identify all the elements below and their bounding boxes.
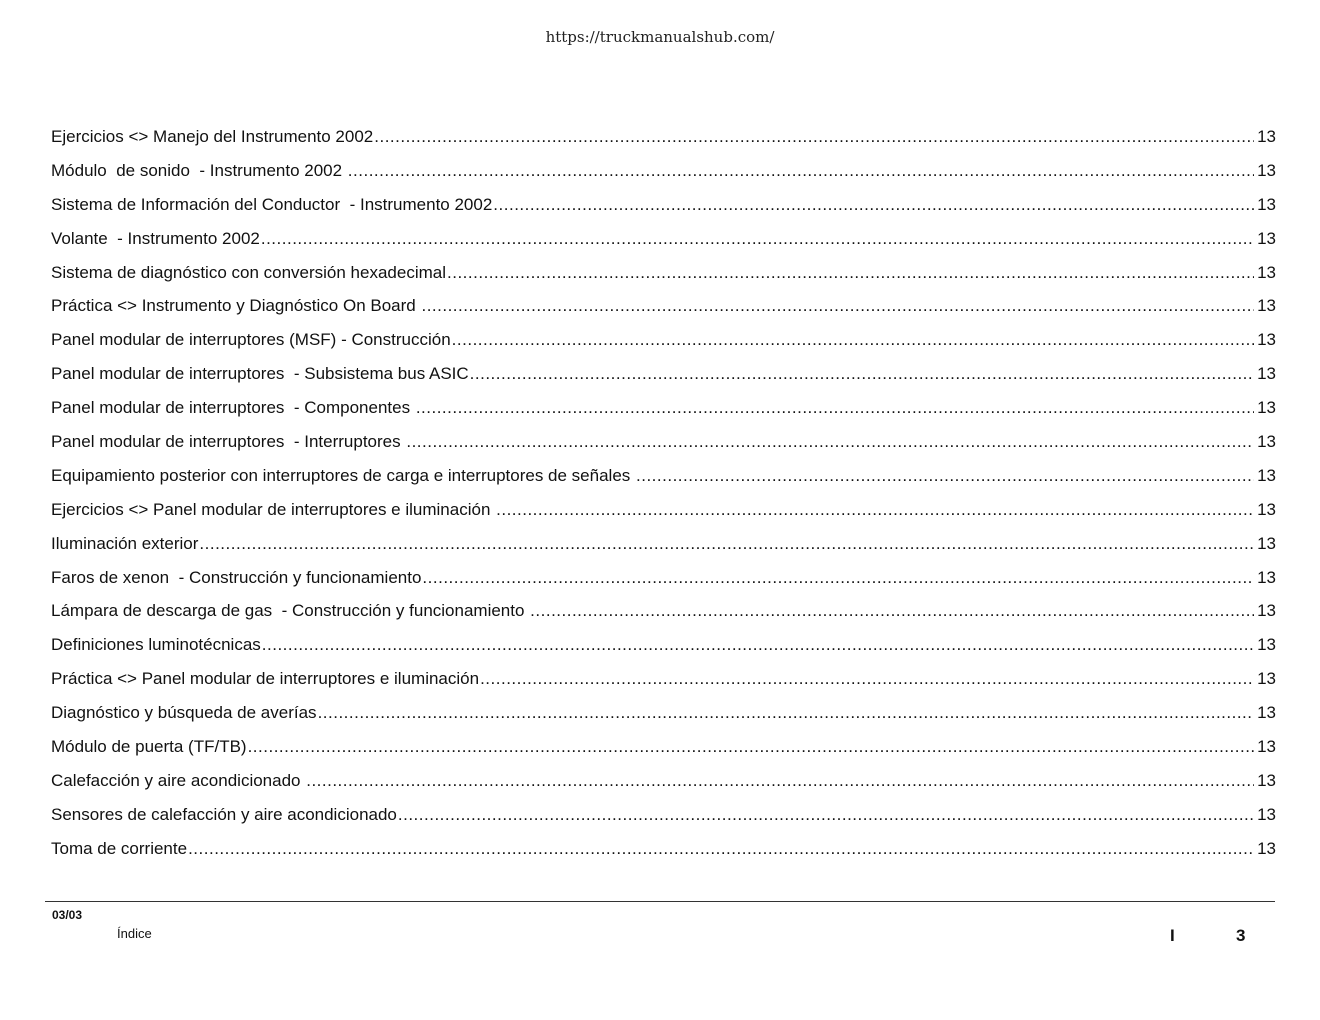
toc-entry-title: Práctica <> Panel modular de interruptores e iluminación: [51, 669, 480, 689]
toc-entry[interactable]: [51, 432, 1276, 466]
footer-section-title: Índice: [117, 926, 152, 941]
toc-leader-dots: [248, 737, 1254, 757]
footer-divider: [45, 901, 1275, 902]
toc-entry[interactable]: [51, 669, 1276, 703]
toc-leader-dots: [318, 703, 1254, 723]
toc-leader-dots: [398, 805, 1254, 825]
toc-entry[interactable]: [51, 364, 1276, 398]
toc-leader-dots: [416, 398, 1254, 418]
toc-entry[interactable]: [51, 568, 1276, 602]
toc-entry-page: 13: [1257, 127, 1276, 146]
toc-entry-page: 13: [1257, 262, 1276, 282]
toc-leader-dots: [493, 195, 1254, 215]
toc-entry-title: Panel modular de interruptores - Componentes: [51, 398, 415, 418]
toc-entry-title: Sistema de diagnóstico con conversión hexadecimal: [51, 262, 447, 282]
toc-leader-dots: [530, 601, 1254, 621]
toc-entry-page: 13: [1257, 228, 1276, 248]
toc-entry-title: Módulo de sonido - Instrumento 2002: [51, 160, 347, 180]
header-url: https://truckmanualshub.com/: [545, 28, 775, 46]
toc-entry-page: 13: [1257, 635, 1276, 655]
toc-leader-dots: [261, 229, 1254, 249]
toc-leader-dots: [447, 263, 1254, 283]
toc-entry-page: 13: [1257, 737, 1276, 757]
toc-entry[interactable]: [51, 534, 1276, 568]
toc-entry[interactable]: [51, 161, 1276, 195]
toc-leader-dots: [421, 296, 1254, 316]
toc-leader-dots: [496, 500, 1254, 520]
footer-chapter-number: I: [1170, 926, 1175, 945]
toc-entry[interactable]: [51, 263, 1276, 297]
toc-entry[interactable]: [51, 805, 1276, 839]
toc-entry[interactable]: [51, 296, 1276, 330]
toc-entry-page: 13: [1257, 533, 1276, 553]
toc-entry-title: Diagnóstico y búsqueda de averías: [51, 703, 317, 723]
toc-entry-page: 13: [1257, 398, 1276, 418]
footer-page-number: 3: [1236, 926, 1246, 945]
toc-entry[interactable]: [51, 466, 1276, 500]
toc-entry-title: Equipamiento posterior con interruptores de carga e interruptores de señales: [51, 465, 636, 485]
toc-entry-title: Faros de xenon - Construcción y funcionamiento: [51, 567, 422, 587]
toc-leader-dots: [188, 839, 1254, 859]
toc-entry-page: 13: [1257, 364, 1276, 384]
toc-entry-page: 13: [1257, 330, 1276, 350]
footer-date: 03/03: [52, 908, 83, 922]
toc-entry-title: Calefacción y aire acondicionado: [51, 770, 306, 790]
toc-entry-page: 13: [1257, 703, 1276, 723]
toc-leader-dots: [636, 466, 1254, 486]
toc-entry[interactable]: [51, 330, 1276, 364]
toc-entry-page: 13: [1257, 601, 1276, 621]
toc-entry-title: Práctica <> Instrumento y Diagnóstico On Board: [51, 296, 421, 316]
toc-entry[interactable]: [51, 703, 1276, 737]
toc-entry-title: Módulo de puerta (TF/TB): [51, 737, 247, 757]
toc-entry-page: 13: [1257, 432, 1276, 452]
toc-entry-page: 13: [1257, 160, 1276, 180]
toc-entry[interactable]: [51, 500, 1276, 534]
toc-entry[interactable]: [51, 127, 1276, 161]
toc-entry-page: 13: [1257, 296, 1276, 316]
toc-entry-title: Ejercicios <> Panel modular de interruptores e iluminación: [51, 499, 496, 519]
toc-leader-dots: [406, 432, 1254, 452]
toc-entry[interactable]: [51, 601, 1276, 635]
toc-leader-dots: [480, 669, 1254, 689]
toc-leader-dots: [374, 127, 1254, 147]
toc-entry-page: 13: [1257, 669, 1276, 689]
toc-entry-page: 13: [1257, 567, 1276, 587]
toc-entry-title: Panel modular de interruptores - Interruptores: [51, 432, 406, 452]
toc-entry-title: Toma de corriente: [51, 838, 188, 858]
toc-leader-dots: [422, 568, 1254, 588]
toc-entry-title: Definiciones luminotécnicas: [51, 635, 261, 655]
toc-leader-dots: [470, 364, 1254, 384]
toc-entry[interactable]: [51, 229, 1276, 263]
toc-leader-dots: [199, 534, 1254, 554]
toc-entry-page: 13: [1257, 838, 1276, 858]
toc-entry-title: Lámpara de descarga de gas - Construcción y funcionamiento: [51, 601, 530, 621]
toc-leader-dots: [262, 635, 1254, 655]
toc-entry-title: Volante - Instrumento 2002: [51, 228, 260, 248]
toc-entry-title: Iluminación exterior: [51, 533, 199, 553]
toc-entry[interactable]: [51, 839, 1276, 873]
toc-entry-page: 13: [1257, 465, 1276, 485]
toc-entry-title: Sistema de Información del Conductor - Instrumento 2002: [51, 194, 493, 214]
toc-entry[interactable]: [51, 737, 1276, 771]
toc-entry-page: 13: [1257, 194, 1276, 214]
toc-entry-title: Panel modular de interruptores - Subsistema bus ASIC: [51, 364, 469, 384]
toc-entry-page: 13: [1257, 499, 1276, 519]
toc-entry-title: Sensores de calefacción y aire acondicionado: [51, 804, 397, 824]
toc-leader-dots: [348, 161, 1254, 181]
toc-entry-page: 13: [1257, 770, 1276, 790]
toc-entry-page: 13: [1257, 804, 1276, 824]
toc-entry[interactable]: [51, 635, 1276, 669]
toc-leader-dots: [306, 771, 1254, 791]
toc-leader-dots: [452, 330, 1254, 350]
toc-entry[interactable]: [51, 195, 1276, 229]
table-of-contents: [51, 127, 1276, 873]
toc-entry[interactable]: [51, 398, 1276, 432]
toc-entry-title: Panel modular de interruptores (MSF) - Construcción: [51, 330, 451, 350]
toc-entry[interactable]: [51, 771, 1276, 805]
toc-entry-title: Ejercicios <> Manejo del Instrumento 2002: [51, 127, 374, 146]
